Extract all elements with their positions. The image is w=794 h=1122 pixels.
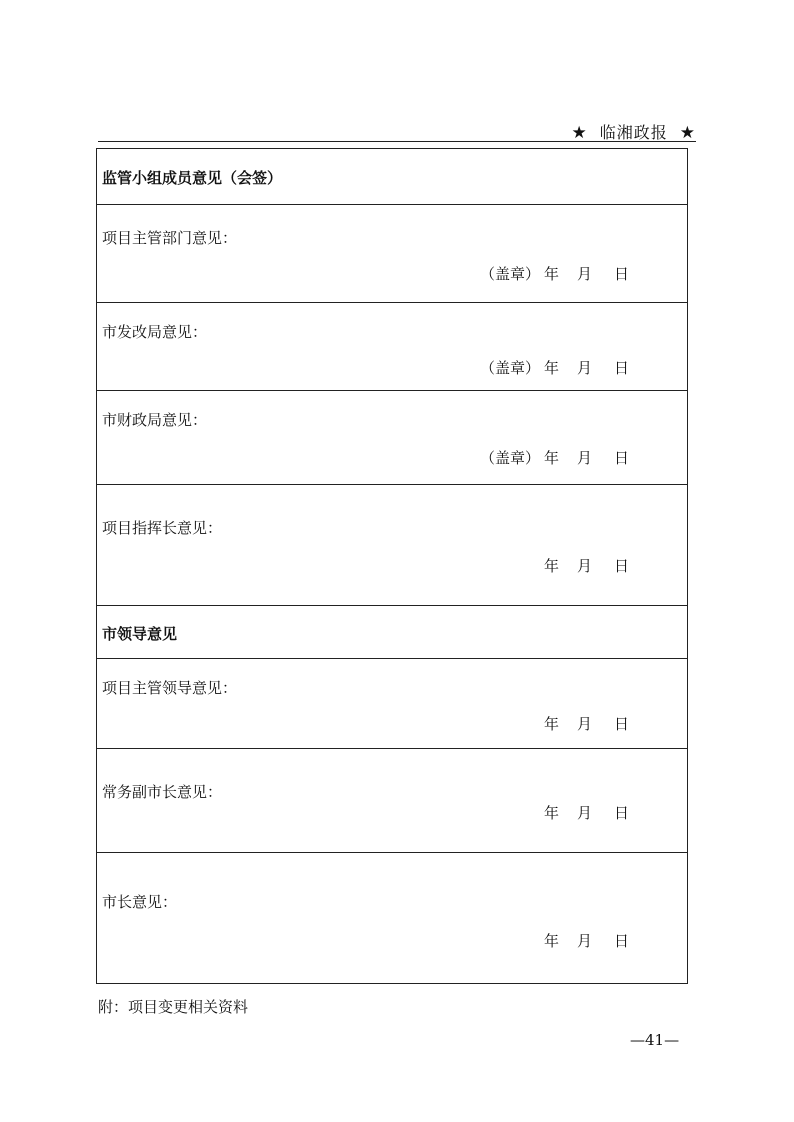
finance-signature-line [480,447,629,468]
dept-opinion-label: 项目主管部门意见： [102,229,238,247]
day-label: 日 [613,359,629,377]
day-label: 日 [613,932,629,950]
month-label: 月 [576,359,592,377]
leader-opinion-label: 项目主管领导意见： [102,679,238,697]
header-rule [98,141,696,142]
day-label: 日 [613,804,629,822]
mayor-opinion-label: 市长意见： [102,893,178,911]
year-label: 年 [543,715,559,733]
vice-mayor-opinion-row [97,749,687,853]
journal-title: 临湘政报 [599,123,668,142]
supervision-heading-row [97,149,687,205]
month-label: 月 [576,932,592,950]
page-number: —41— [630,1031,680,1049]
supervision-heading: 监管小组成员意见（会签） [102,169,283,187]
commander-signature-line [544,555,629,576]
year-label: 年 [543,265,559,283]
stamp-label: （盖章） [479,265,540,283]
commander-opinion-label: 项目指挥长意见： [102,519,223,537]
vice-mayor-signature-line [544,802,629,823]
ndrc-signature-line [480,357,629,378]
leader-signature-line [544,713,629,734]
month-label: 月 [576,449,592,467]
day-label: 日 [613,715,629,733]
day-label: 日 [613,265,629,283]
page-header [98,116,696,142]
approval-form-table [96,148,688,984]
year-label: 年 [543,359,559,377]
dept-signature-line [480,263,629,284]
star-icon: ★ [679,123,696,143]
month-label: 月 [576,265,592,283]
commander-opinion-row [97,485,687,606]
leadership-heading-row [97,606,687,659]
dept-opinion-row [97,205,687,303]
header-title [571,120,696,143]
finance-opinion-row [97,391,687,485]
stamp-label: （盖章） [479,449,540,467]
year-label: 年 [543,804,559,822]
ndrc-opinion-row [97,303,687,391]
leader-opinion-row [97,659,687,749]
day-label: 日 [613,557,629,575]
attachment-note: 附：项目变更相关资料 [98,998,249,1016]
stamp-label: （盖章） [479,359,540,377]
year-label: 年 [543,932,559,950]
mayor-opinion-row [97,853,687,985]
vice-mayor-opinion-label: 常务副市长意见： [102,783,223,801]
year-label: 年 [543,557,559,575]
leadership-heading: 市领导意见 [102,625,178,643]
month-label: 月 [576,804,592,822]
ndrc-opinion-label: 市发改局意见： [102,323,208,341]
mayor-signature-line [544,930,629,951]
finance-opinion-label: 市财政局意见： [102,411,208,429]
year-label: 年 [543,449,559,467]
month-label: 月 [576,557,592,575]
day-label: 日 [613,449,629,467]
star-icon: ★ [571,123,588,143]
month-label: 月 [576,715,592,733]
